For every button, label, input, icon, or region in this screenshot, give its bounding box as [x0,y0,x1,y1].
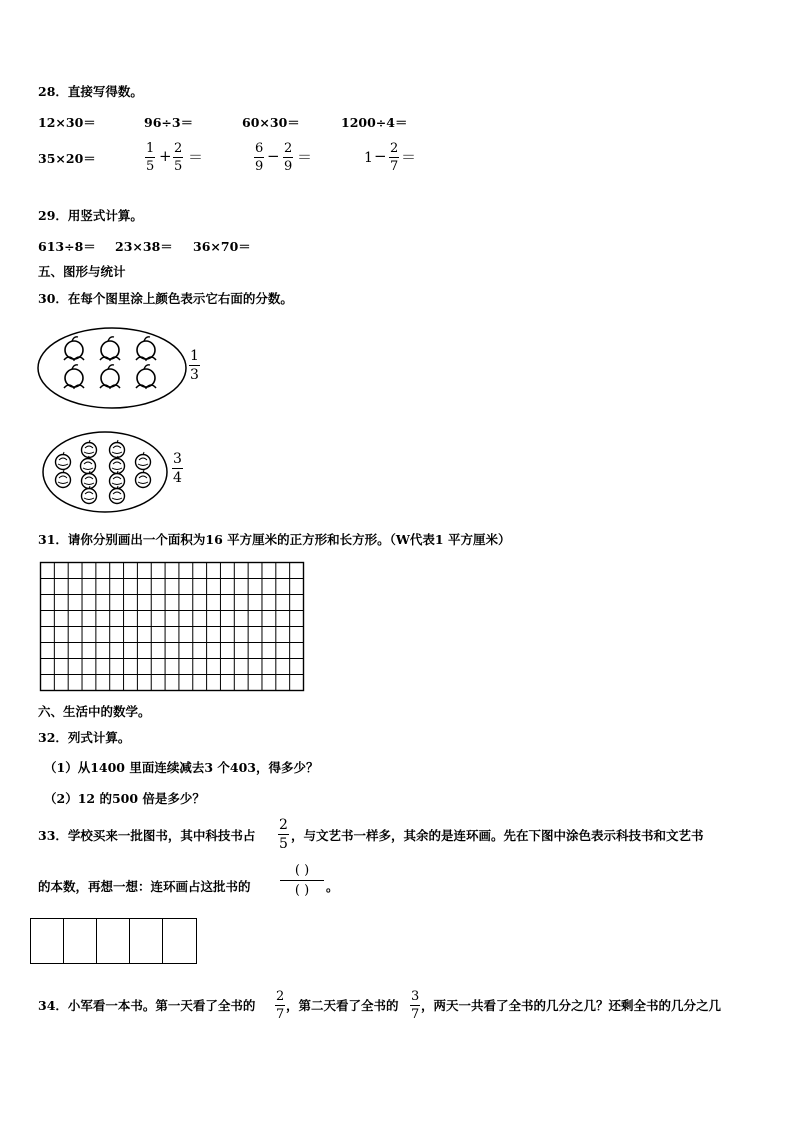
q33-line-2: 的本数，再想一想：连环画占这批书的 [38,879,251,894]
numerator: 2 [279,817,288,833]
denominator: 5 [146,159,155,174]
denominator: 5 [174,159,183,174]
fraction [389,142,399,173]
apple-icon [82,486,97,504]
fraction-three-sevenths [410,990,420,1021]
q31-title: 31．请你分别画出一个面积为16 平方厘米的正方形和长方形。（W代表1 平方厘米） [38,532,511,547]
fraction [254,142,264,173]
apple-icon [56,452,71,470]
oval-figure-1 [36,326,188,410]
numerator: 6 [255,141,264,156]
denominator: 7 [411,1007,420,1022]
peach-icon [136,365,156,388]
q29-item-2: 23×38＝ [115,239,173,254]
q28-r1-c4: 1200÷4＝ [341,115,408,130]
apple-icon [110,471,125,489]
box-cell[interactable] [130,919,163,963]
q30-title: 30．在每个图里涂上颜色表示它右面的分数。 [38,291,293,306]
denominator: 5 [279,836,288,852]
blank-denominator[interactable]: ( ) [294,883,310,898]
q29-title: 29．用竖式计算。 [38,208,143,223]
box-cell[interactable] [97,919,130,963]
box-cell[interactable] [163,919,196,963]
apple-icon [110,456,125,474]
numerator: 2 [390,141,399,156]
apple-icon [136,452,151,470]
q33-line-1b: ，与文艺书一样多，其余的是连环画。先在下图中涂色表示科技书和文艺书 [291,828,704,843]
box-cell[interactable] [64,919,97,963]
equals-sign: ＝ [188,148,204,166]
q28-r1-c2: 96÷3＝ [144,115,194,130]
fraction [283,142,293,173]
denominator: 9 [255,159,264,174]
q33-end: 。 [326,879,339,894]
denominator: 4 [173,470,182,486]
fraction-three-fourths [172,452,183,485]
apple-icon [136,470,151,488]
q32-part-1: （1）从1400 里面连续减去3 个403，得多少？ [44,760,319,775]
blank-fraction[interactable] [280,864,324,897]
fraction [173,142,183,173]
q34-part-a: 34．小军看一本书。第一天看了全书的 [38,998,256,1013]
numerator: 2 [276,989,285,1004]
peach-icon [100,337,120,360]
numerator: 1 [146,141,155,156]
q32-part-2: （2）12 的500 倍是多少？ [44,791,205,806]
numerator: 3 [173,451,182,467]
apple-icon [81,456,96,474]
apple-icon [82,440,97,458]
peach-icon [64,365,84,388]
minus-sign: − [374,147,387,165]
denominator: 9 [284,159,293,174]
q29-item-3: 36×70＝ [193,239,251,254]
numerator: 2 [284,141,293,156]
fraction-two-fifths [278,818,289,851]
minus-sign: − [267,147,280,165]
q29-item-1: 613÷8＝ [38,239,96,254]
equals-sign: ＝ [401,148,417,166]
q32-title: 32．列式计算。 [38,730,131,745]
numerator: 1 [190,348,199,364]
q28-r2-c1: 35×20＝ [38,151,96,166]
q28-r1-c1: 12×30＝ [38,115,96,130]
q28-r1-c3: 60×30＝ [242,115,300,130]
peach-icon [136,337,156,360]
numerator: 2 [174,141,183,156]
denominator: 3 [190,367,199,383]
numerator: 3 [411,989,420,1004]
blank-numerator[interactable]: ( ) [294,863,310,878]
box-cell[interactable] [31,919,64,963]
oval-figure-2 [41,430,169,514]
plus-sign: + [159,147,172,165]
square-grid [40,562,304,691]
denominator: 7 [390,159,399,174]
q34-part-c: ，两天一共看了全书的几分之几？还剩全书的几分之几 [421,998,722,1013]
peach-icon [64,337,84,360]
apple-icon [82,471,97,489]
fraction-two-sevenths [275,990,285,1021]
section-6-heading: 六、生活中的数学。 [38,704,151,719]
denominator: 7 [276,1007,285,1022]
fraction-one-third [189,349,200,382]
fraction [145,142,155,173]
whole-number: 1 [364,150,373,166]
peach-icon [100,365,120,388]
book-boxes [30,918,197,964]
q34-part-b: ，第二天看了全书的 [286,998,399,1013]
q28-title: 28．直接写得数。 [38,84,143,99]
section-5-heading: 五、图形与统计 [38,264,126,279]
equals-sign: ＝ [297,148,313,166]
apple-icon [110,440,125,458]
apple-icon [56,470,71,488]
apple-icon [110,486,125,504]
q33-line-1a: 33．学校买来一批图书，其中科技书占 [38,828,256,843]
